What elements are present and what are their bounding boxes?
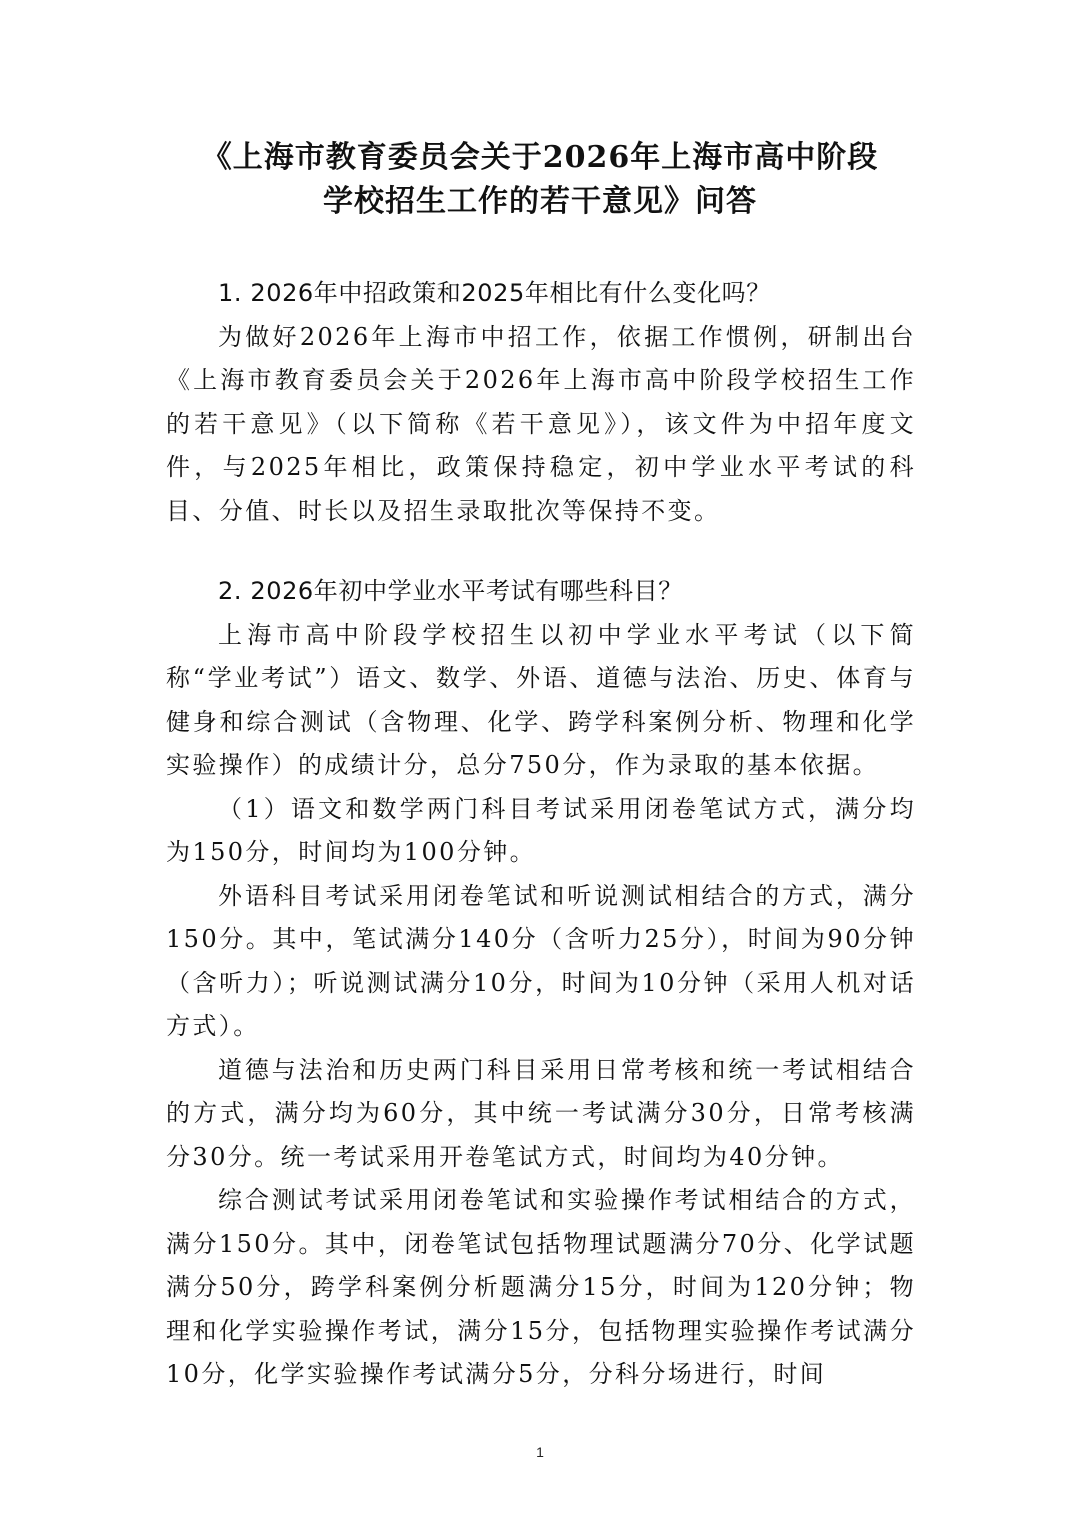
question-2-answer-paragraph: 上海市高中阶段学校招生以初中学业水平考试（以下简称“学业考试”）语文、数学、外语、道德与法治、历史、体育与健身和综合测试（含物理、化学、跨学科案例分析、物理和化学实验操作）的成绩计分，总分750分，作为录取的基本依据。 bbox=[166, 620, 916, 779]
page-number: 1 bbox=[536, 1444, 544, 1460]
question-2-section bbox=[166, 570, 916, 1397]
question-1-answer-paragraph: 为做好2026年上海市中招工作，依据工作惯例，研制出台《上海市教育委员会关于2026年上海市高中阶段学校招生工作的若干意见》（以下简称《若干意见》），该文件为中招年度文件，与2025年相比，政策保持稳定，初中学业水平考试的科目、分值、时长以及招生录取批次等保持不变。 bbox=[166, 322, 916, 525]
question-1-heading: 1. 2026年中招政策和2025年相比有什么变化吗？ bbox=[218, 279, 771, 307]
question-1-section bbox=[166, 272, 916, 533]
question-2-heading: 2. 2026年初中学业水平考试有哪些科目？ bbox=[218, 577, 683, 605]
question-2-answer-paragraph: 道德与法治和历史两门科目采用日常考核和统一考试相结合的方式，满分均为60分，其中统一考试满分30分，日常考核满分30分。统一考试采用开卷笔试方式，时间均为40分钟。 bbox=[166, 1055, 916, 1171]
question-2-answer-paragraph: 综合测试考试采用闭卷笔试和实验操作考试相结合的方式，满分150分。其中，闭卷笔试包括物理试题满分70分、化学试题满分50分，跨学科案例分析题满分15分，时间为120分钟；物理和化学实验操作考试，满分15分，包括物理实验操作考试满分10分，化学实验操作考试满分5分，分科分场进行，时间 bbox=[166, 1186, 916, 1388]
question-2-answer-paragraph: 外语科目考试采用闭卷笔试和听说测试相结合的方式，满分150分。其中，笔试满分140分（含听力25分），时间为90分钟（含听力）；听说测试满分10分，时间为10分钟（采用人机对话方式）。 bbox=[166, 881, 916, 1040]
question-2-answer-paragraph: （1）语文和数学两门科目考试采用闭卷笔试方式，满分均为150分，时间均为100分钟。 bbox=[166, 794, 916, 866]
document-title-line-1: 《上海市教育委员会关于2026年上海市高中阶段 bbox=[201, 140, 879, 175]
document-title-line-2: 学校招生工作的若干意见》问答 bbox=[323, 184, 757, 219]
